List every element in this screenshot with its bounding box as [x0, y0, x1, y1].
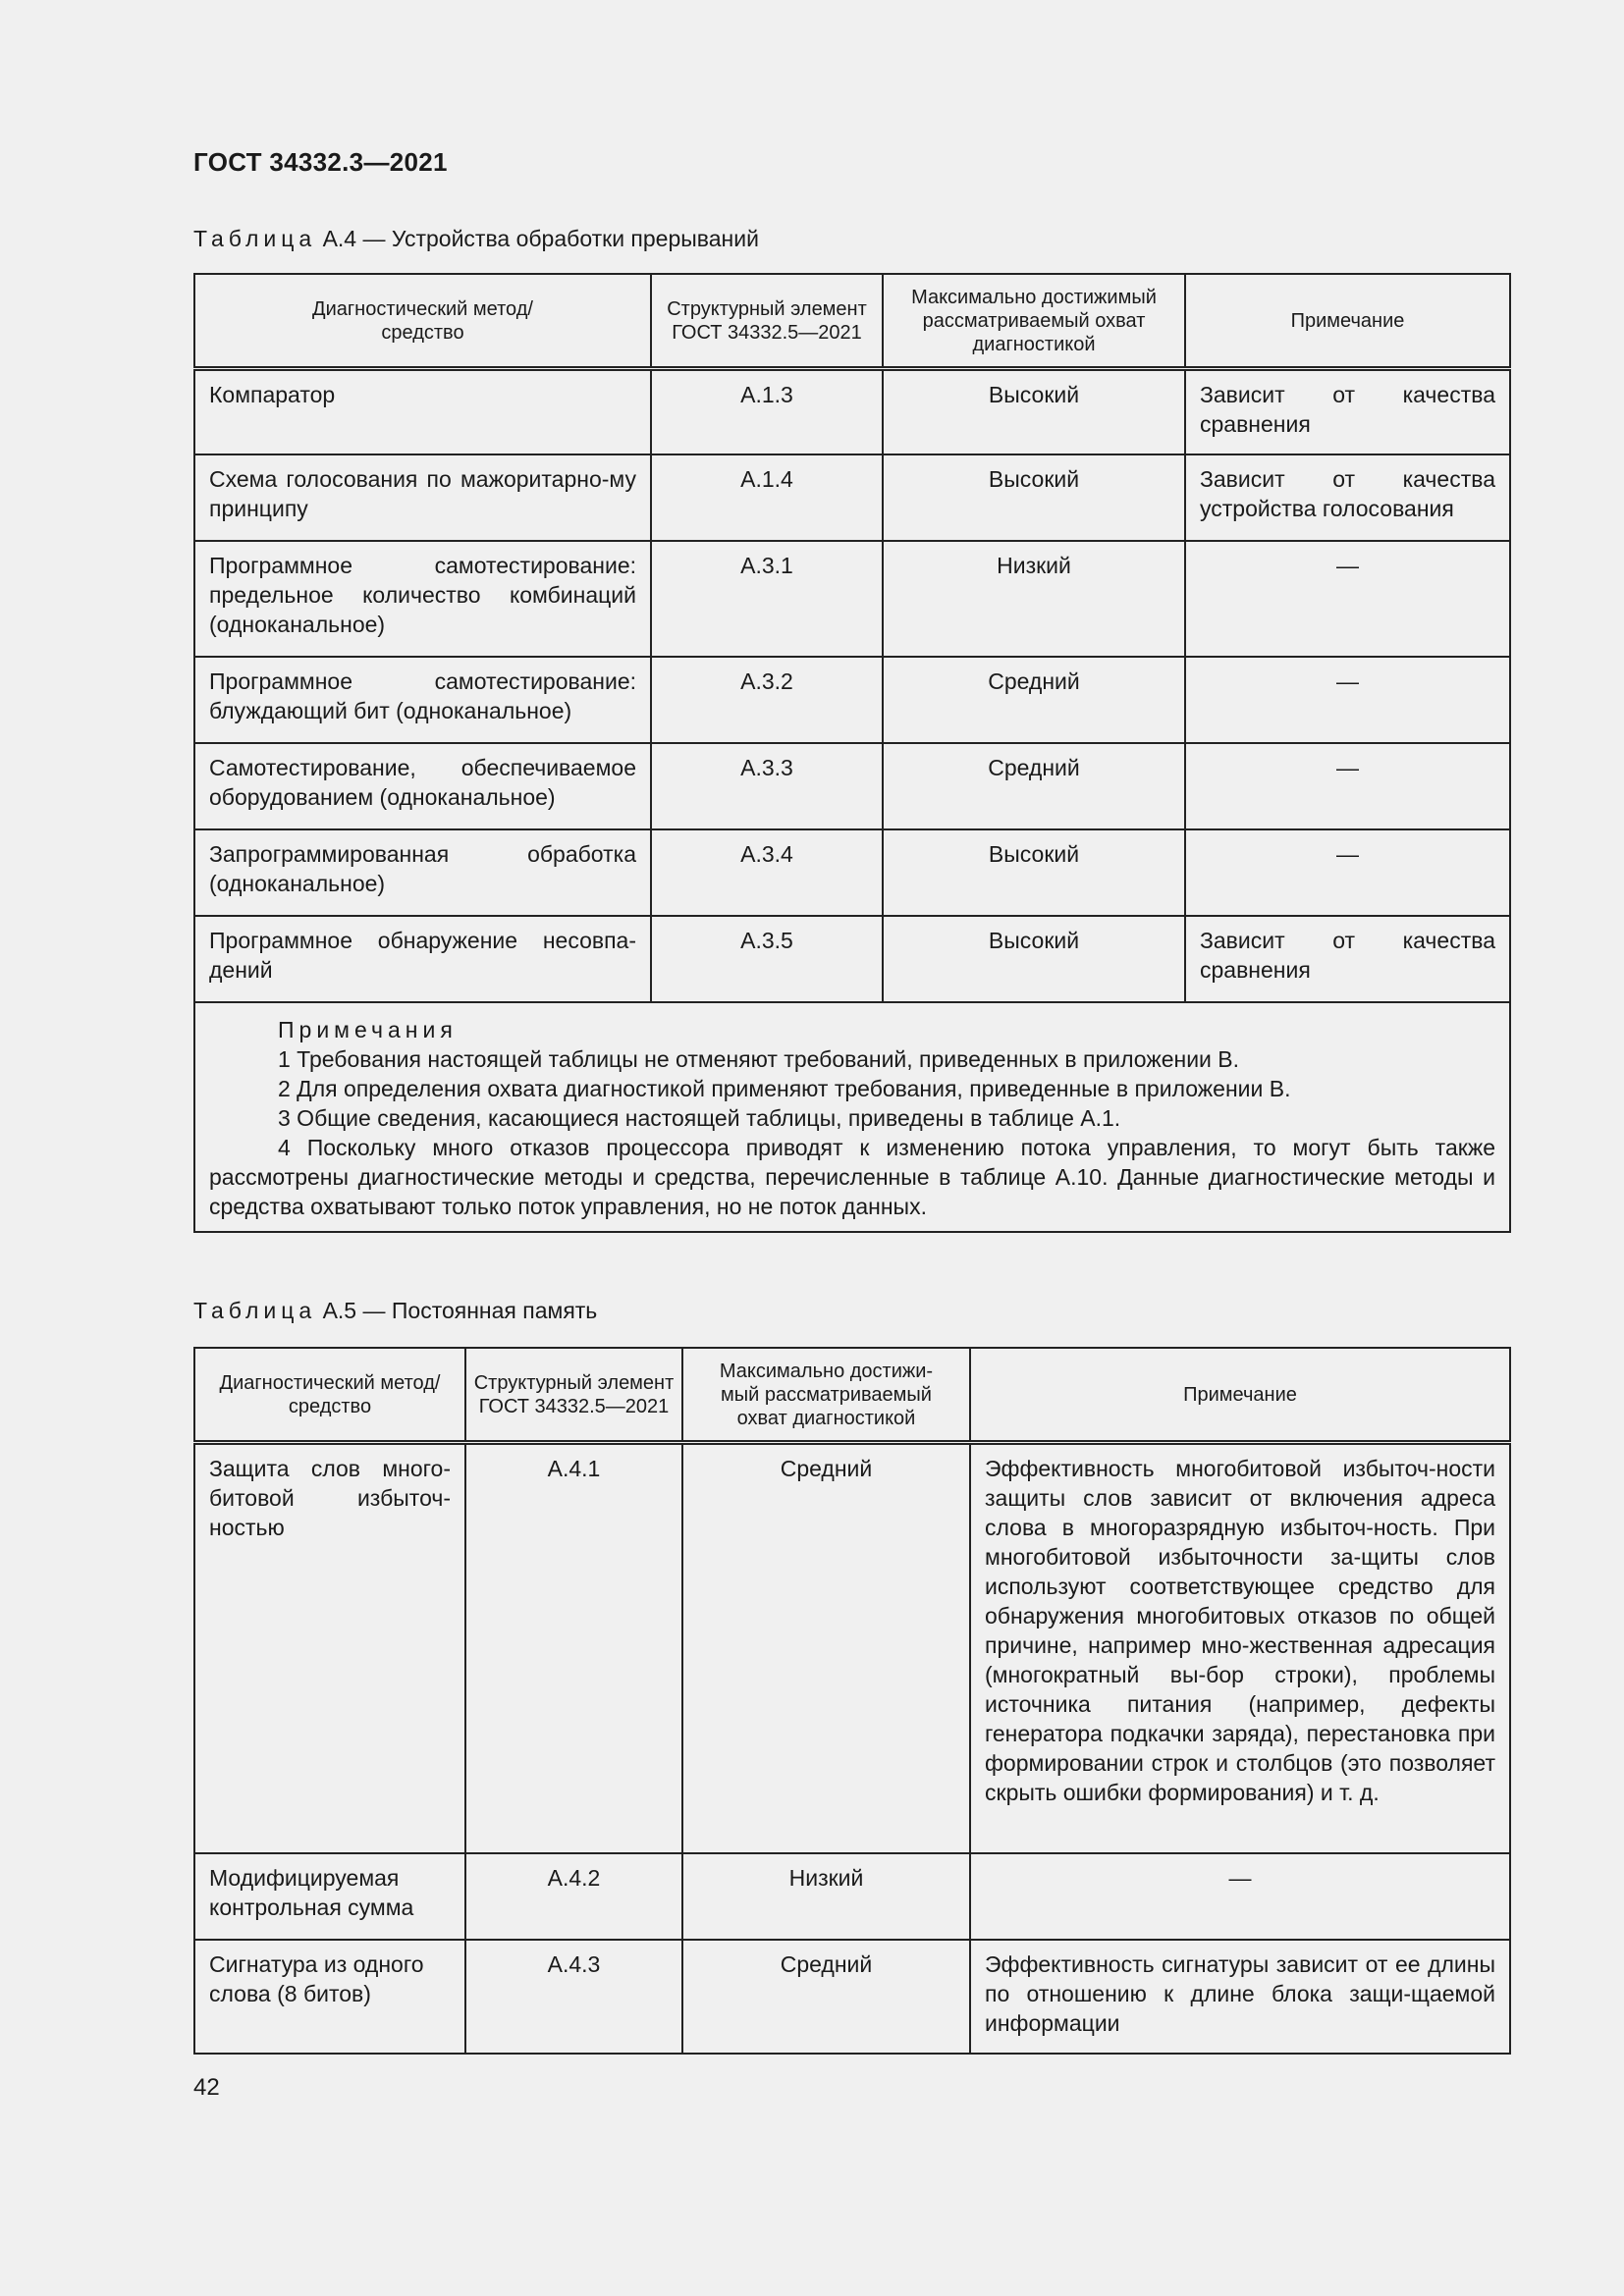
note-text: —	[1336, 840, 1359, 867]
table-a5-caption-text: А.5 — Постоянная память	[316, 1298, 598, 1323]
element-text: A.4.1	[547, 1456, 601, 1481]
note-text: —	[1336, 552, 1359, 578]
table-cell	[1185, 541, 1510, 657]
table-a5-header-note	[970, 1348, 1510, 1443]
coverage-text: Высокий	[988, 927, 1080, 953]
method-text: Сигнатура из одного слова (8 битов)	[209, 1950, 424, 2006]
table-cell	[194, 916, 651, 1002]
method-text: Запрограммированная обработка (одноканальное)	[209, 840, 636, 896]
note-text: —	[1228, 1864, 1252, 1891]
table-cell	[1185, 454, 1510, 541]
coverage-text: Средний	[780, 1456, 873, 1481]
page-number: 42	[193, 2074, 220, 2101]
element-text: A.1.4	[740, 465, 793, 492]
table-cell	[194, 743, 651, 829]
table-cell	[682, 1443, 970, 1853]
note-item: 1 Требования настоящей таблицы не отменяют требований, приведенных в приложении В.	[278, 1045, 1240, 1072]
table-row	[194, 369, 1510, 454]
note-item: 4 Поскольку много отказов процессора приводят к изменению потока управления, то могут быть также рассмотрены диагностические методы и средства, перечисленные в таблице А.10. Данные диагностические методы и средства охватывают только поток управления, но не поток данных.	[209, 1134, 1495, 1219]
table-a4-notes	[194, 1002, 1510, 1232]
table-cell	[465, 1853, 682, 1940]
table-a4-caption-prefix: Таблица	[193, 226, 317, 251]
table-a5-caption	[193, 1298, 597, 1324]
table-cell	[883, 541, 1185, 657]
table-row	[194, 1443, 1510, 1853]
table-a5-header-element-text: Структурный элемент ГОСТ 34332.5—2021	[473, 1371, 675, 1417]
element-text: A.3.4	[740, 840, 793, 867]
table-cell	[883, 454, 1185, 541]
note-item: 3 Общие сведения, касающиеся настоящей таблицы, приведены в таблице А.1.	[278, 1104, 1121, 1131]
table-cell	[1185, 916, 1510, 1002]
table-a4-caption-text: А.4 — Устройства обработки прерываний	[316, 226, 759, 251]
coverage-text: Средний	[780, 1950, 873, 1977]
method-text: Схема голосования по мажоритарно-му принципу	[209, 465, 636, 521]
table-cell	[194, 1940, 465, 2054]
table-cell	[194, 1853, 465, 1940]
table-cell	[1185, 829, 1510, 916]
table-cell	[194, 369, 651, 454]
table-a4-header-method	[194, 274, 651, 369]
element-text: A.1.3	[740, 382, 793, 407]
table-cell	[883, 916, 1185, 1002]
note-item: 2 Для определения охвата диагностикой применяют требования, приведенные в приложении В.	[278, 1075, 1291, 1101]
table-cell	[651, 743, 883, 829]
table-a5-header-coverage	[682, 1348, 970, 1443]
element-text: A.3.3	[740, 754, 793, 780]
table-cell	[651, 657, 883, 743]
table-a5-header-row	[194, 1348, 1510, 1443]
method-text: Модифицируемая контрольная сумма	[209, 1864, 414, 1920]
table-row	[194, 1940, 1510, 2054]
table-a4-header-note-text: Примечание	[1290, 309, 1405, 332]
method-text: Защита слов много-битовой избыточ-ностью	[209, 1456, 451, 1540]
note-text: Зависит от качества устройства голосования	[1200, 465, 1495, 521]
table-row	[194, 1853, 1510, 1940]
table-a4-header-coverage-text: Максимально достижимый рассматриваемый охват диагностикой	[911, 286, 1157, 355]
table-a5	[193, 1347, 1511, 2055]
table-cell	[651, 916, 883, 1002]
table-cell	[682, 1853, 970, 1940]
coverage-text: Высокий	[988, 465, 1080, 492]
table-cell	[883, 657, 1185, 743]
table-cell	[1185, 657, 1510, 743]
method-text: Самотестирование, обеспечиваемое оборудованием (одноканальное)	[209, 754, 636, 810]
coverage-text: Низкий	[788, 1864, 864, 1891]
table-row	[194, 743, 1510, 829]
note-text: —	[1336, 754, 1359, 780]
note-text: Зависит от качества сравнения	[1200, 927, 1495, 983]
table-row	[194, 916, 1510, 1002]
table-cell	[883, 743, 1185, 829]
table-cell	[194, 1443, 465, 1853]
table-a5-header-note-text: Примечание	[1183, 1383, 1297, 1406]
element-text: A.3.1	[740, 552, 793, 578]
table-cell	[194, 657, 651, 743]
table-cell	[194, 829, 651, 916]
table-a5-header-element	[465, 1348, 682, 1443]
table-a5-header-coverage-text: Максимально достижи-мый рассматриваемый охват диагностикой	[719, 1360, 934, 1429]
note-text: Эффективность многобитовой избыточ-ности защиты слов зависит от включения адреса слова в многоразрядную избыточ-ность. При многобитовой избыточности за-щиты слов используют соответствующее средство для обнаружения многобитовых отказов по общей причине, например мно-жественная адресация (многократный вы-бор строки), проблемы источника питания (например, дефекты генератора подкачки заряда), перестановка при формировании строк и столбцов (это позволяет скрыть ошибки формирования) и т. д.	[985, 1456, 1495, 1805]
table-a4-header-row	[194, 274, 1510, 369]
table-cell	[970, 1853, 1510, 1940]
table-row	[194, 829, 1510, 916]
table-cell	[651, 454, 883, 541]
table-cell	[194, 454, 651, 541]
element-text: A.4.3	[547, 1950, 601, 1977]
table-cell	[651, 369, 883, 454]
table-cell	[1185, 369, 1510, 454]
method-text: Компаратор	[209, 382, 336, 407]
table-row	[194, 657, 1510, 743]
coverage-text: Средний	[988, 754, 1080, 780]
table-a4-header-element	[651, 274, 883, 369]
table-row	[194, 454, 1510, 541]
method-text: Программное самотестирование: блуждающий бит (одноканальное)	[209, 667, 636, 723]
element-text: A.4.2	[547, 1864, 601, 1891]
table-a4-header-note	[1185, 274, 1510, 369]
table-cell	[883, 829, 1185, 916]
table-a4-notes-row	[194, 1002, 1510, 1232]
method-text: Программное обнаружение несовпа-дений	[209, 927, 636, 983]
coverage-text: Средний	[988, 667, 1080, 694]
table-row	[194, 541, 1510, 657]
note-text: Зависит от качества сравнения	[1200, 382, 1495, 437]
element-text: A.3.5	[740, 927, 793, 953]
table-cell	[970, 1940, 1510, 2054]
table-a5-header-method-text: Диагностический метод/средство	[219, 1371, 441, 1417]
table-cell	[883, 369, 1185, 454]
table-a5-header-method	[194, 1348, 465, 1443]
table-cell	[651, 541, 883, 657]
document-header: ГОСТ 34332.3—2021	[193, 147, 448, 177]
table-cell	[970, 1443, 1510, 1853]
table-a4-header-coverage	[883, 274, 1185, 369]
coverage-text: Высокий	[988, 840, 1080, 867]
note-text: —	[1336, 667, 1359, 694]
coverage-text: Высокий	[988, 382, 1080, 407]
table-cell	[651, 829, 883, 916]
notes-title: Примечания	[278, 1016, 458, 1042]
table-cell	[682, 1940, 970, 2054]
table-cell	[1185, 743, 1510, 829]
table-a5-caption-prefix: Таблица	[193, 1298, 317, 1323]
table-a4-caption	[193, 226, 759, 252]
coverage-text: Низкий	[997, 552, 1071, 578]
table-a4-header-element-text: Структурный элемент ГОСТ 34332.5—2021	[667, 297, 867, 344]
element-text: A.3.2	[740, 667, 793, 694]
note-text: Эффективность сигнатуры зависит от ее длины по отношению к длине блока защи-щаемой информации	[985, 1950, 1495, 2036]
table-a4-header-method-text: Диагностический метод/средство	[312, 297, 533, 344]
table-cell	[194, 541, 651, 657]
table-a4	[193, 273, 1511, 1233]
table-cell	[465, 1940, 682, 2054]
table-cell	[465, 1443, 682, 1853]
method-text: Программное самотестирование: предельное количество комбинаций (одноканальное)	[209, 552, 636, 637]
